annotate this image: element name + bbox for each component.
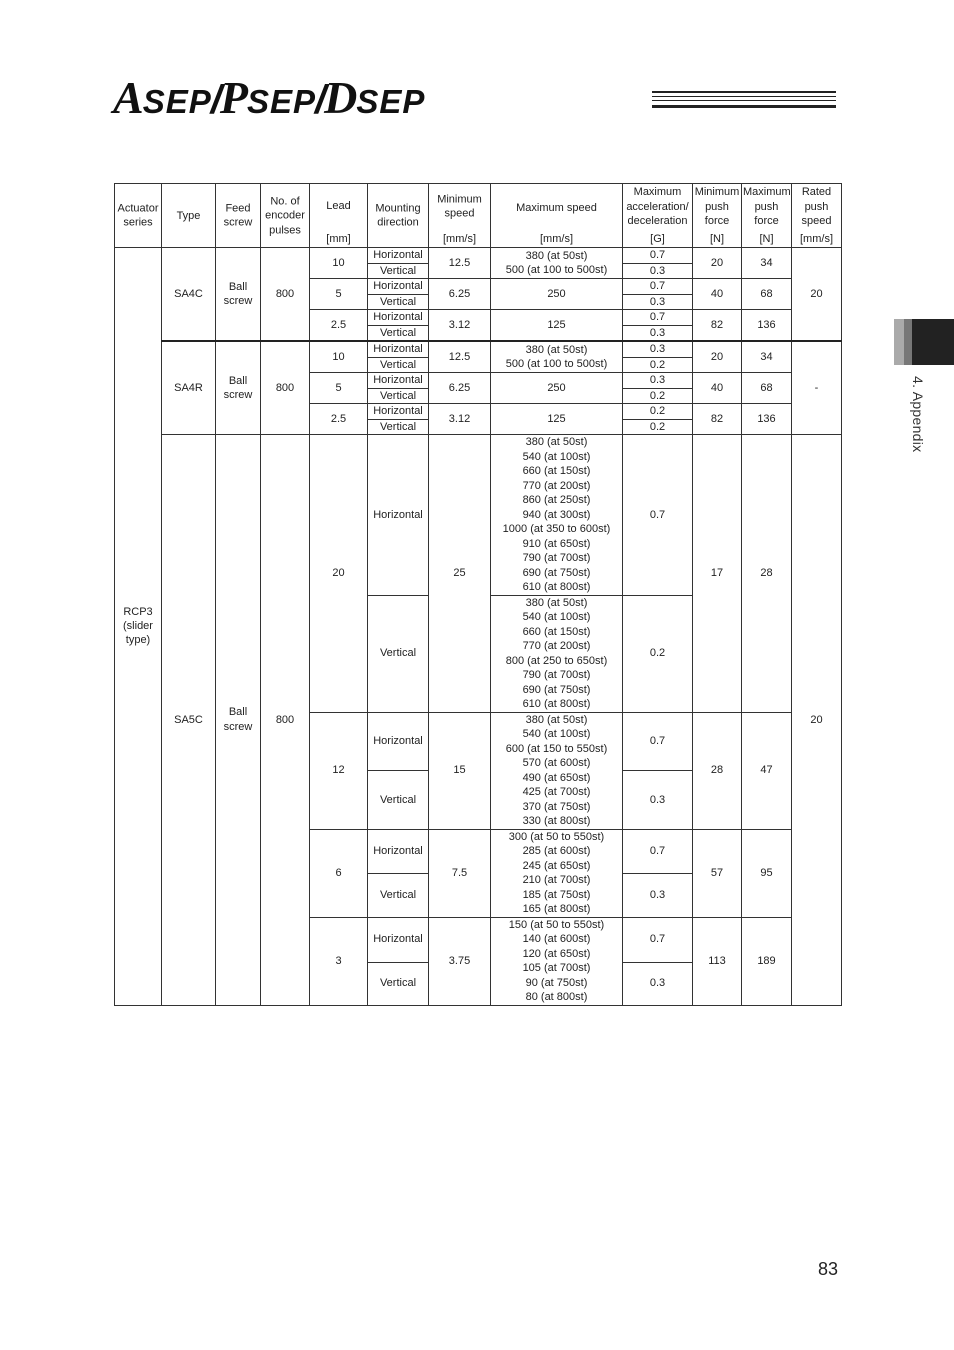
cell-min-push: 82 [693, 404, 742, 435]
cell-accel: 0.2 [623, 595, 693, 712]
cell-max-push: 189 [742, 917, 792, 1005]
cell-accel: 0.7 [623, 712, 693, 771]
cell-mount: Vertical [368, 771, 429, 830]
cell-accel: 0.3 [623, 294, 693, 310]
header-rule [652, 91, 836, 109]
cell-lead: 10 [310, 341, 368, 373]
cell-max-speed: 125 [491, 310, 623, 342]
table-row [115, 341, 842, 357]
cell-mount: Horizontal [368, 917, 429, 962]
cell-type: SA4R [162, 341, 216, 435]
cell-mount: Horizontal [368, 310, 429, 326]
cell-min-push: 20 [693, 341, 742, 373]
header-mounting: Mounting direction [368, 184, 429, 248]
cell-mount: Horizontal [368, 341, 429, 357]
cell-accel: 0.2 [623, 404, 693, 420]
cell-mount: Vertical [368, 595, 429, 712]
cell-min-push: 17 [693, 435, 742, 713]
header-max-push: Maximum push force [N] [742, 184, 792, 248]
cell-min-speed: 12.5 [429, 248, 491, 279]
product-logo [113, 72, 428, 123]
logo-sep-2: SEP [246, 83, 317, 120]
cell-mount: Horizontal [368, 712, 429, 771]
cell-max-speed: 380 (at 50st) 540 (at 100st) 660 (at 150st) 770 (at 200st) 800 (at 250 to 650st) 790 (at 700st) 690 (at 750st) 610 (at 800st) [491, 595, 623, 712]
cell-max-speed: 125 [491, 404, 623, 435]
cell-max-speed: 380 (at 50st) 500 (at 100 to 500st) [491, 248, 623, 279]
cell-min-speed: 7.5 [429, 829, 491, 917]
cell-mount: Vertical [368, 263, 429, 279]
cell-accel: 0.7 [623, 917, 693, 962]
logo-letter-d: D [324, 72, 357, 123]
chapter-tab-marker [894, 319, 954, 365]
logo-sep-3: SEP [356, 83, 426, 120]
logo-slash-2: / [315, 78, 327, 122]
cell-feed: Ball screw [216, 248, 261, 342]
cell-accel: 0.3 [623, 771, 693, 830]
cell-mount: Horizontal [368, 373, 429, 389]
header-feed-screw: Feed screw [216, 184, 261, 248]
cell-mount: Vertical [368, 388, 429, 404]
cell-max-push: 34 [742, 341, 792, 373]
cell-max-push: 34 [742, 248, 792, 279]
logo-letter-p: P [219, 72, 247, 123]
header-lead: Lead [mm] [310, 184, 368, 248]
cell-feed: Ball screw [216, 341, 261, 435]
header-type: Type [162, 184, 216, 248]
cell-accel: 0.3 [623, 373, 693, 389]
cell-accel: 0.7 [623, 310, 693, 326]
cell-min-speed: 15 [429, 712, 491, 829]
cell-max-speed: 150 (at 50 to 550st) 140 (at 600st) 120 (at 650st) 105 (at 700st) 90 (at 750st) 80 (at 800st) [491, 917, 623, 1005]
cell-type: SA4C [162, 248, 216, 342]
logo-slash-1: / [210, 78, 222, 122]
cell-accel: 0.3 [623, 341, 693, 357]
cell-min-speed: 3.12 [429, 310, 491, 342]
cell-accel: 0.7 [623, 435, 693, 596]
table-row [115, 435, 842, 596]
page-number: 83 [818, 1259, 839, 1279]
cell-min-push: 57 [693, 829, 742, 917]
cell-max-push: 136 [742, 404, 792, 435]
header-acceleration: Maximum acceleration/ deceleration [G] [623, 184, 693, 248]
cell-min-speed: 25 [429, 435, 491, 713]
header-encoder-pulses: No. of encoder pulses [261, 184, 310, 248]
cell-max-push: 28 [742, 435, 792, 713]
actuator-spec-table [114, 183, 842, 1006]
cell-lead: 5 [310, 279, 368, 310]
cell-lead: 5 [310, 373, 368, 404]
cell-max-push: 68 [742, 279, 792, 310]
cell-mount: Vertical [368, 873, 429, 917]
cell-accel: 0.7 [623, 248, 693, 264]
cell-feed: Ball screw [216, 435, 261, 1006]
cell-lead: 20 [310, 435, 368, 713]
header-rated-push-speed: Rated push speed [mm/s] [792, 184, 842, 248]
cell-pulses: 800 [261, 435, 310, 1006]
cell-mount: Vertical [368, 419, 429, 435]
cell-accel: 0.3 [623, 325, 693, 341]
table-header-row [115, 184, 842, 248]
cell-lead: 2.5 [310, 404, 368, 435]
cell-accel: 0.7 [623, 829, 693, 873]
cell-type: SA5C [162, 435, 216, 1006]
cell-accel: 0.2 [623, 388, 693, 404]
cell-accel: 0.3 [623, 962, 693, 1005]
cell-min-speed: 3.75 [429, 917, 491, 1005]
cell-pulses: 800 [261, 248, 310, 342]
cell-min-push: 28 [693, 712, 742, 829]
cell-max-speed: 300 (at 50 to 550st) 285 (at 600st) 245 (at 650st) 210 (at 700st) 185 (at 750st) 165 (at 800st) [491, 829, 623, 917]
cell-mount: Horizontal [368, 279, 429, 295]
cell-min-push: 20 [693, 248, 742, 279]
cell-rated-speed: 20 [792, 248, 842, 342]
header-min-push: Minimum push force [N] [693, 184, 742, 248]
chapter-label: 4. Appendix [910, 376, 926, 453]
cell-max-push: 47 [742, 712, 792, 829]
cell-mount: Vertical [368, 325, 429, 341]
cell-lead: 12 [310, 712, 368, 829]
cell-accel: 0.2 [623, 357, 693, 373]
cell-min-speed: 6.25 [429, 279, 491, 310]
logo-letter-a: A [113, 72, 143, 123]
cell-accel: 0.3 [623, 263, 693, 279]
logo-sep-1: SEP [142, 83, 212, 120]
cell-min-push: 113 [693, 917, 742, 1005]
cell-max-push: 68 [742, 373, 792, 404]
cell-max-speed: 380 (at 50st) 540 (at 100st) 600 (at 150 to 550st) 570 (at 600st) 490 (at 650st) 425 (at 700st) 370 (at 750st) 330 (at 800st) [491, 712, 623, 829]
table-row [115, 248, 842, 264]
cell-mount: Vertical [368, 962, 429, 1005]
header-min-speed: Minimum speed [mm/s] [429, 184, 491, 248]
cell-min-speed: 3.12 [429, 404, 491, 435]
cell-max-speed: 380 (at 50st) 500 (at 100 to 500st) [491, 341, 623, 373]
cell-max-speed: 250 [491, 279, 623, 310]
cell-accel: 0.2 [623, 419, 693, 435]
cell-mount: Horizontal [368, 248, 429, 264]
cell-min-speed: 12.5 [429, 341, 491, 373]
cell-mount: Vertical [368, 357, 429, 373]
cell-min-push: 82 [693, 310, 742, 342]
cell-lead: 3 [310, 917, 368, 1005]
cell-max-speed: 250 [491, 373, 623, 404]
cell-rated-speed: 20 [792, 435, 842, 1006]
cell-accel: 0.3 [623, 873, 693, 917]
cell-max-push: 136 [742, 310, 792, 342]
header-max-speed: Maximum speed [mm/s] [491, 184, 623, 248]
cell-mount: Horizontal [368, 435, 429, 596]
cell-min-speed: 6.25 [429, 373, 491, 404]
cell-lead: 6 [310, 829, 368, 917]
cell-lead: 10 [310, 248, 368, 279]
cell-rated-speed: - [792, 341, 842, 435]
cell-max-push: 95 [742, 829, 792, 917]
cell-series: RCP3 (slider type) [115, 248, 162, 1006]
cell-mount: Horizontal [368, 829, 429, 873]
cell-accel: 0.7 [623, 279, 693, 295]
cell-min-push: 40 [693, 279, 742, 310]
cell-mount: Vertical [368, 294, 429, 310]
header-series: Actuator series [115, 184, 162, 248]
cell-lead: 2.5 [310, 310, 368, 342]
cell-max-speed: 380 (at 50st) 540 (at 100st) 660 (at 150st) 770 (at 200st) 860 (at 250st) 940 (at 300st) 1000 (at 350 to 600st) 910 (at 650st) 790 (at 700st) 690 (at 750st) 610 (at 800st) [491, 435, 623, 596]
cell-min-push: 40 [693, 373, 742, 404]
cell-mount: Horizontal [368, 404, 429, 420]
cell-pulses: 800 [261, 341, 310, 435]
